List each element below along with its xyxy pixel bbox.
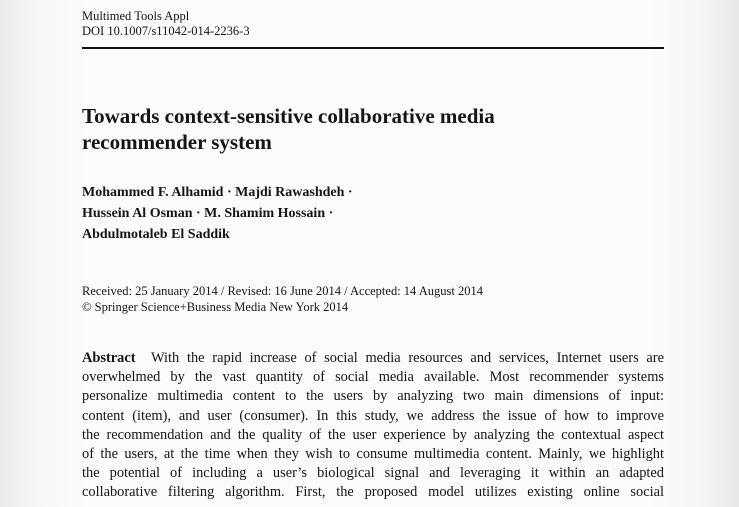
abstract-line-2: overwhelmed by the vast quantity of social media available. Most recommender systems bbox=[82, 369, 664, 386]
author-list bbox=[82, 182, 502, 245]
abstract-line-5: the recommendation and the quality of the user experience by analyzing the contextual aspect bbox=[82, 426, 664, 443]
abstract-line-3: personalize multimedia content to the users by analyzing two main dimensions of input: bbox=[82, 388, 664, 405]
abstract-line-4: content (item), and user (consumer). In this study, we address the issue of how to improve bbox=[82, 407, 664, 424]
submission-dates: Received: 25 January 2014 / Revised: 16 June 2014 / Accepted: 14 August 2014 bbox=[82, 284, 483, 298]
header-rule bbox=[82, 47, 664, 49]
abstract-line-7: the potential of including a user’s biological signal and leveraging it within an adapted bbox=[82, 465, 664, 482]
abstract-line-6: of the users, at the time when they wish to consume multimedia content. Mainly, we highlight bbox=[82, 446, 664, 463]
title-line-1: Towards context-sensitive collaborative media bbox=[82, 104, 495, 128]
abstract-text-1: With the rapid increase of social media resources and services, Internet users are bbox=[151, 350, 664, 366]
author-line-1: Mohammed F. Alhamid · Majdi Rawashdeh · bbox=[82, 185, 353, 200]
doi-link[interactable]: DOI 10.1007/s11042-014-2236-3 bbox=[82, 24, 250, 38]
publication-history bbox=[82, 284, 483, 315]
abstract-line-8: collaborative filtering algorithm. First, the proposed model utilizes existing online social bbox=[82, 484, 664, 501]
abstract-section bbox=[82, 349, 664, 503]
journal-name: Multimed Tools Appl bbox=[82, 9, 190, 23]
title-line-2: recommender system bbox=[82, 130, 272, 154]
abstract-heading: Abstract bbox=[82, 350, 136, 366]
journal-header bbox=[82, 9, 250, 39]
paper-title bbox=[82, 103, 602, 155]
author-line-3: Abdulmotaleb El Saddik bbox=[82, 227, 230, 242]
author-line-2: Hussein Al Osman · M. Shamim Hossain · bbox=[82, 206, 334, 221]
copyright-notice: © Springer Science+Business Media New York 2014 bbox=[82, 299, 349, 314]
abstract-line-1 bbox=[82, 349, 664, 368]
